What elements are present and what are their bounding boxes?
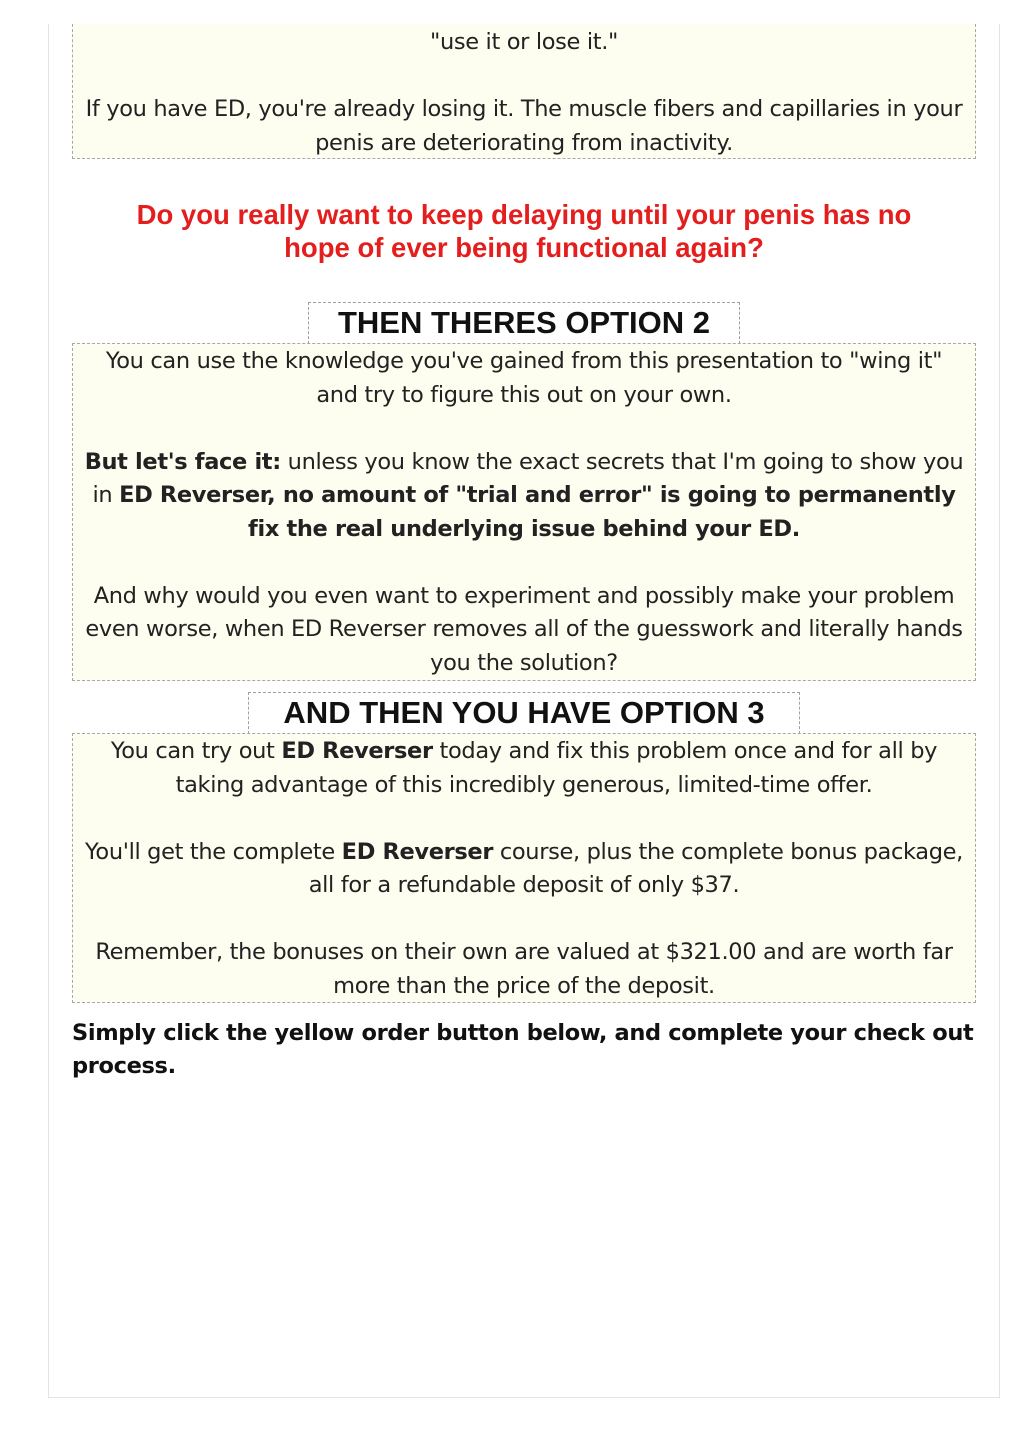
option-3-para-2-post: course, plus the complete bonus package, all for a refundable deposit of only $37.	[308, 838, 963, 898]
intro-line-use-it: "use it or lose it."	[429, 29, 619, 55]
option-2-para-2-tail: ED Reverser, no amount of "trial and error" is going to permanently fix the real underlying issue behind your ED.	[119, 482, 956, 542]
option-3-para-1	[75, 735, 973, 802]
option-2-para-2-text: unless you know the exact secrets that I'm going to show you in	[92, 448, 964, 508]
option-3-para-2	[75, 836, 973, 903]
option-3-box	[72, 733, 976, 1003]
option-2-para-2	[75, 446, 973, 547]
option-3-para-2-pre: You'll get the complete	[85, 838, 342, 865]
intro-box	[72, 24, 976, 159]
red-headline: Do you really want to keep delaying until your penis has no hope of ever being functional again?	[136, 199, 912, 263]
option-3-para-2-product: ED Reverser	[341, 838, 494, 865]
intro-line-losing-it: If you have ED, you're already losing it. The muscle fibers and capillaries in your penis are deteriorating from inactivity.	[85, 96, 963, 156]
option-3-para-1-post: today and fix this problem once and for all by taking advantage of this incredibly generous, limited-time offer.	[175, 738, 938, 798]
option-3-para-1-product: ED Reverser	[281, 738, 433, 764]
option-2-para-3: And why would you even want to experiment and possibly make your problem even worse, when ED Reverser removes all of the guesswork and literally hands you the solution?	[85, 582, 963, 676]
option-3-heading: AND THEN YOU HAVE OPTION 3	[248, 692, 800, 734]
option-2-para-2-lead: But let's face it:	[84, 448, 281, 475]
closing-instruction: Simply click the yellow order button below, and complete your check out process.	[72, 1020, 974, 1079]
option-3-para-3: Remember, the bonuses on their own are valued at $321.00 and are worth far more than the price of the deposit.	[95, 939, 953, 999]
option-3-para-1-pre: You can try out	[110, 738, 282, 764]
option-2-heading: THEN THERES OPTION 2	[308, 302, 740, 344]
option-2-box	[72, 343, 976, 681]
option-2-para-1: You can use the knowledge you've gained from this presentation to "wing it" and try to figure this out on your own.	[105, 348, 943, 408]
